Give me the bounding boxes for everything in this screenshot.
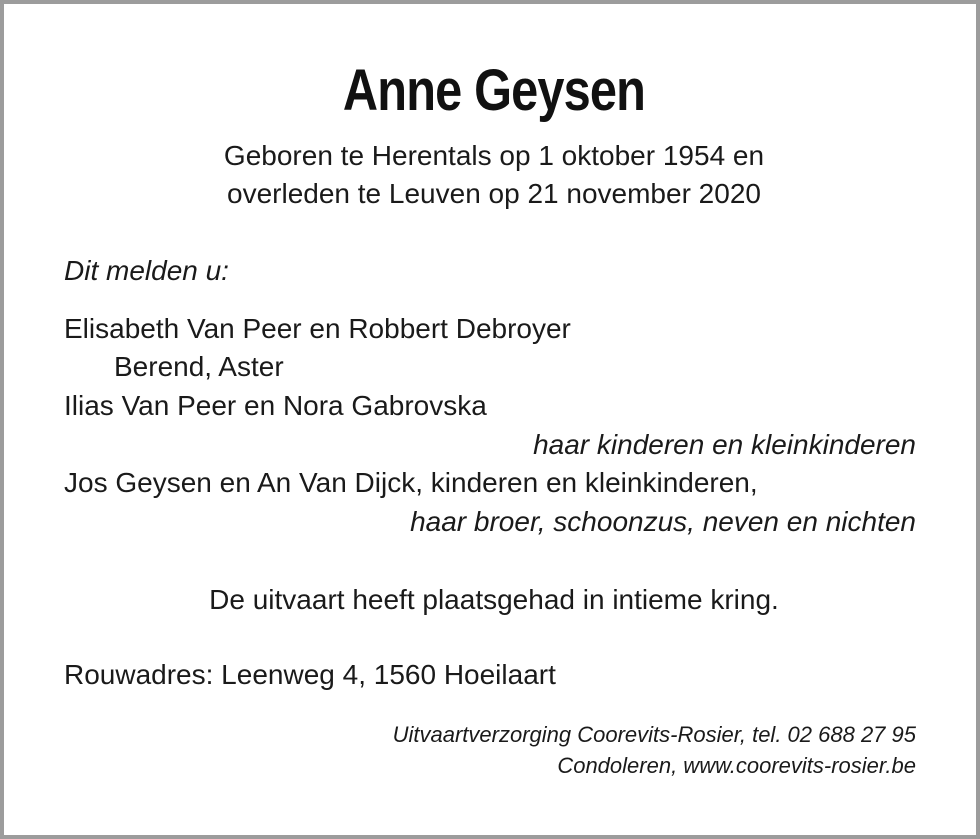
birth-line: Geboren te Herentals op 1 oktober 1954 en — [223, 140, 765, 171]
deceased-name: Anne Geysen — [342, 58, 646, 123]
family-relation-2: haar broer, schoonzus, neven en nichten — [410, 506, 916, 537]
family-line-1: Elisabeth Van Peer en Robbert Debroyer — [64, 313, 571, 344]
mourning-address: Rouwadres: Leenweg 4, 1560 Hoeilaart — [64, 659, 556, 690]
undertaker-info: Uitvaartverzorging Coorevits-Rosier, tel. 02 688 27 95 — [392, 722, 916, 747]
family-relation-1: haar kinderen en kleinkinderen — [533, 429, 916, 460]
family-line-2: Berend, Aster — [114, 351, 284, 382]
funeral-text: De uitvaart heeft plaatsgehad in intieme kring. — [209, 584, 779, 615]
death-line: overleden te Leuven op 21 november 2020 — [227, 178, 761, 209]
intro-text: Dit melden u: — [64, 255, 229, 286]
family-line-3: Ilias Van Peer en Nora Gabrovska — [64, 390, 487, 421]
condolence-link: Condoleren, www.coorevits-rosier.be — [557, 753, 916, 778]
family-line-4: Jos Geysen en An Van Dijck, kinderen en kleinkinderen, — [64, 467, 758, 498]
